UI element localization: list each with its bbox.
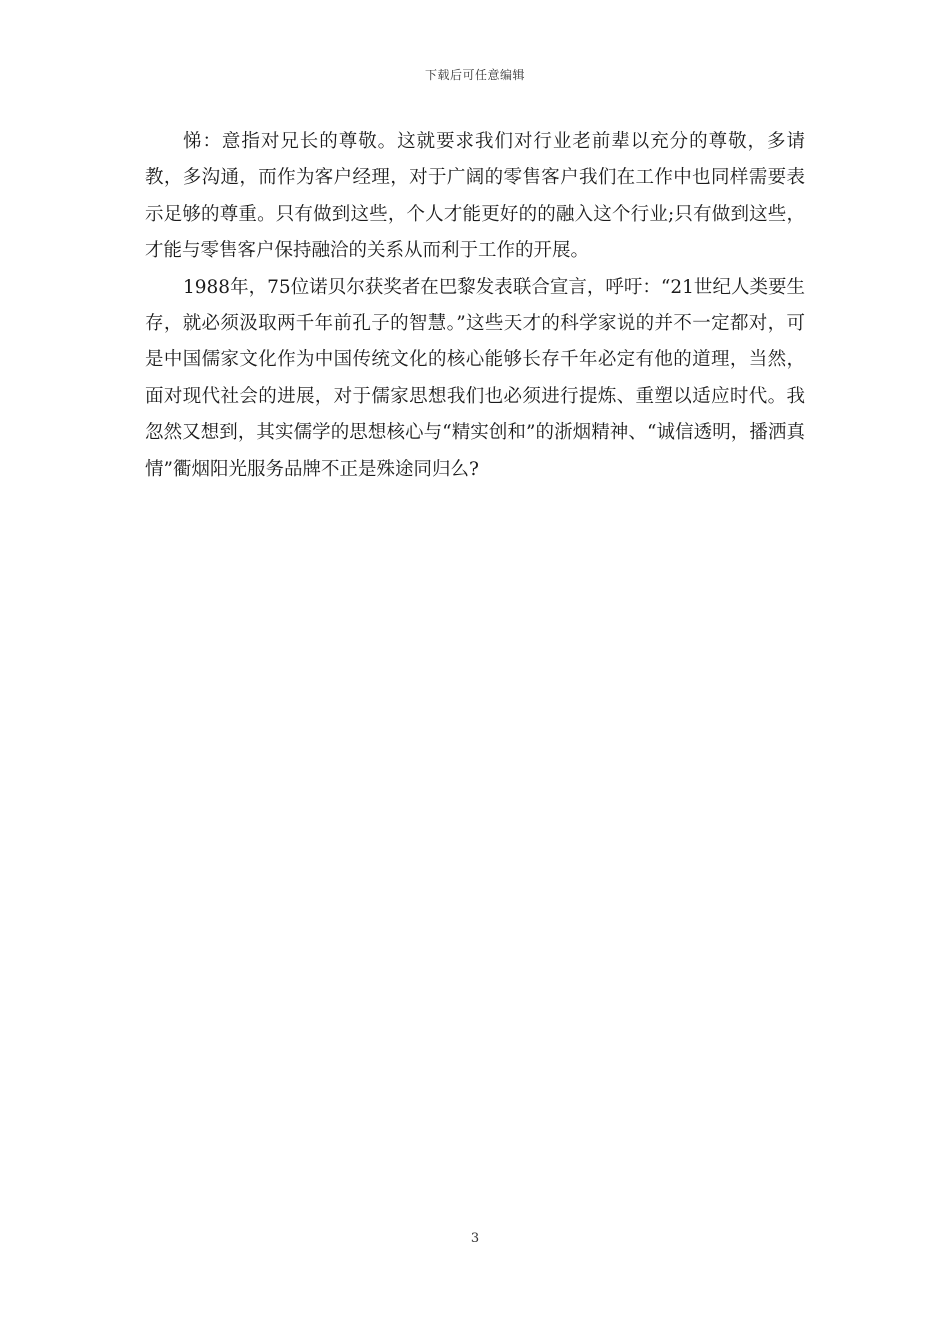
page-number: 3 (470, 1231, 480, 1246)
page-header: 下载后可任意编辑 (424, 68, 525, 82)
document-body (145, 124, 805, 488)
paragraph-1: 悌：意指对兄长的尊敬。这就要求我们对行业老前辈以充分的尊敬，多请教，多沟通，而作为客户经理，对于广阔的零售客户我们在工作中也同样需要表示足够的尊重。只有做到这些，个人才能更好的的融入这个行业;只有做到这些，才能与零售客户保持融洽的关系从而利于工作的开展。 (145, 131, 805, 262)
paragraph-2: 1988年，75位诺贝尔获奖者在巴黎发表联合宣言，呼吁：“21世纪人类要生存，就必须汲取两千年前孔子的智慧。”这些天才的科学家说的并不一定都对，可是中国儒家文化作为中国传统文化的核心能够长存千年必定有他的道理，当然，面对现代社会的进展，对于儒家思想我们也必须进行提炼、重塑以适应时代。我忽然又想到，其实儒学的思想核心与“精实创和”的浙烟精神、“诚信透明，播洒真情”衢烟阳光服务品牌不正是殊途同归么? (145, 276, 805, 480)
